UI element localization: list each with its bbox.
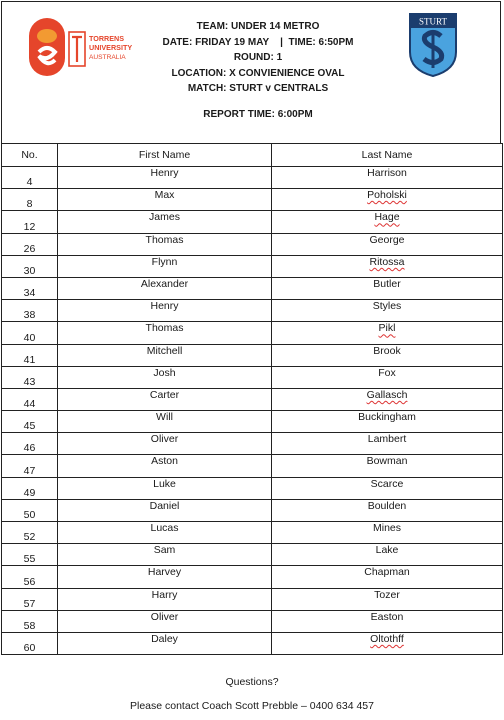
player-number [2,499,58,521]
team-roster-table [1,143,503,655]
player-number [2,411,58,433]
player-first-name-text: Lucas [150,522,179,534]
player-last-name-text: Harrison [367,167,407,179]
player-first-name-text: Thomas [145,322,184,335]
player-last-name [272,300,503,322]
table-row [2,388,503,410]
player-number-text: 30 [23,264,36,277]
player-last-name [272,388,503,410]
player-number [2,455,58,477]
player-number-text: 56 [23,575,36,588]
player-last-name-text: Ritossa [369,255,405,268]
player-number [2,300,58,322]
player-last-name [272,255,503,277]
player-last-name [272,632,503,654]
player-first-name [58,255,272,277]
table-row [2,632,503,654]
player-number [2,211,58,233]
table-row [2,366,503,388]
player-first-name [58,366,272,388]
player-number [2,433,58,455]
player-number-text: 38 [23,309,36,322]
player-last-name-text: George [369,233,405,246]
player-last-name-text: Hage [374,211,400,224]
player-last-name [272,366,503,388]
player-number [2,388,58,410]
player-number-text: 55 [23,553,36,566]
player-last-name-text: Gallasch [366,388,408,401]
table-row [2,499,503,521]
player-last-name-text: Pikl [378,322,396,335]
player-first-name-text: Henry [150,167,179,179]
sponsor-logo-line-2: UNIVERSITY [89,43,133,52]
player-first-name-text: Alexander [140,277,189,290]
player-last-name-text: Oltothff [370,632,404,645]
player-number [2,277,58,299]
table-row [2,322,503,344]
player-last-name-text: Boulden [367,499,407,512]
player-first-name-text: Daley [151,632,178,645]
player-first-name [58,588,272,610]
player-number [2,522,58,544]
player-number-text: 40 [23,331,36,344]
player-last-name [272,544,503,566]
player-first-name [58,522,272,544]
player-last-name [272,455,503,477]
player-last-name-text: Brook [373,344,401,357]
player-first-name [58,499,272,521]
player-number-text: 26 [23,242,36,255]
report-time: REPORT TIME: 6:00PM [203,109,313,120]
player-first-name-text: James [149,211,180,224]
sturt-club-logo [408,12,458,78]
player-first-name-text: Mitchell [146,344,183,357]
player-number-text: 8 [26,198,33,211]
table-row [2,233,503,255]
player-number [2,632,58,654]
player-last-name-text: Styles [372,300,402,313]
player-number [2,322,58,344]
player-first-name [58,477,272,499]
player-number [2,610,58,632]
table-row [2,566,503,588]
player-first-name [58,300,272,322]
player-last-name-text: Fox [378,366,396,379]
player-number [2,189,58,211]
player-first-name [58,433,272,455]
date-time-line: DATE: FRIDAY 19 MAY | TIME: 6:50PM [162,36,354,48]
table-row [2,411,503,433]
player-first-name-text: Oliver [150,433,179,446]
player-number [2,167,58,189]
player-number-text: 45 [23,420,36,433]
player-last-name-text: Poholski [367,189,407,202]
player-number-text: 12 [23,220,36,233]
player-number [2,588,58,610]
player-number-text: 34 [23,287,36,300]
team-line: TEAM: UNDER 14 METRO [196,21,320,32]
player-first-name-text: Aston [151,455,178,468]
table-row [2,455,503,477]
table-row [2,522,503,544]
table-row [2,344,503,366]
player-last-name [272,344,503,366]
player-first-name [58,189,272,211]
player-first-name-text: Carter [149,388,180,401]
table-body [2,167,503,655]
player-last-name [272,167,503,189]
player-number-text: 44 [23,398,36,411]
header-box [1,1,501,143]
player-number-text: 57 [23,597,36,610]
player-last-name-text: Scarce [370,477,404,490]
player-first-name-text: Will [156,411,173,424]
match-details [132,19,384,97]
torrens-university-logo [29,16,139,78]
location-line: LOCATION: X CONVIENIENCE OVAL [171,67,345,79]
player-first-name-text: Sam [153,544,176,557]
player-last-name [272,277,503,299]
table-row [2,277,503,299]
player-last-name-text: Buckingham [358,411,416,424]
player-number [2,544,58,566]
round-line: ROUND: 1 [233,52,283,63]
player-number-text: 50 [23,509,36,521]
player-first-name [58,455,272,477]
player-first-name [58,277,272,299]
player-number-text: 52 [23,531,36,544]
sturt-logo-text: STURT [419,16,447,27]
player-number [2,344,58,366]
table-row [2,588,503,610]
player-first-name-text: Thomas [145,233,184,246]
player-number-text: 43 [23,375,36,388]
player-first-name [58,167,272,189]
table-row [2,610,503,632]
player-last-name [272,411,503,433]
player-last-name [272,610,503,632]
player-last-name [272,211,503,233]
column-header-last-name: Last Name [272,144,503,167]
player-last-name-text: Bowman [366,455,408,468]
sponsor-logo-line-1: TORRENS [89,34,125,43]
footer-contact: Please contact Coach Scott Prebble – 0400 634 457 [129,700,374,712]
player-number-text: 49 [23,486,36,499]
table-row [2,300,503,322]
player-last-name-text: Chapman [364,566,410,579]
table-row [2,544,503,566]
player-first-name-text: Daniel [149,499,180,512]
match-line: MATCH: STURT v CENTRALS [187,83,329,94]
player-number-text: 47 [23,464,36,477]
player-first-name [58,211,272,233]
player-first-name-text: Henry [150,300,179,313]
player-first-name [58,544,272,566]
player-last-name-text: Lambert [367,433,407,446]
player-last-name-text: Mines [372,522,401,534]
table-row [2,211,503,233]
player-number-text: 41 [23,353,36,366]
player-last-name-text: Lake [375,544,399,557]
player-last-name [272,477,503,499]
player-first-name [58,632,272,654]
player-first-name [58,388,272,410]
player-last-name [272,588,503,610]
table-row [2,477,503,499]
player-first-name [58,411,272,433]
player-first-name-text: Luke [153,477,176,490]
player-first-name [58,344,272,366]
player-last-name-text: Tozer [374,588,400,601]
player-first-name-text: Max [154,189,175,202]
player-last-name [272,233,503,255]
table-row [2,255,503,277]
player-last-name [272,433,503,455]
player-last-name-text: Butler [373,277,401,290]
player-last-name [272,322,503,344]
table-row [2,167,503,189]
sponsor-logo-line-3: AUSTRALIA [89,54,126,61]
player-number [2,477,58,499]
player-number-text: 46 [23,442,36,455]
player-number-text: 58 [23,619,36,632]
column-header-no: No. [2,144,58,167]
player-last-name [272,499,503,521]
player-number-text: 60 [23,642,36,655]
player-first-name [58,233,272,255]
player-number [2,366,58,388]
player-number [2,233,58,255]
player-last-name [272,189,503,211]
player-first-name [58,610,272,632]
player-first-name-text: Josh [153,366,176,379]
player-last-name [272,522,503,544]
player-first-name [58,566,272,588]
player-first-name-text: Harry [151,588,178,601]
player-last-name [272,566,503,588]
player-number [2,255,58,277]
table-row [2,189,503,211]
player-number [2,566,58,588]
player-first-name-text: Harvey [147,566,182,579]
player-first-name-text: Oliver [150,610,179,623]
table-header-row [2,144,503,167]
player-first-name-text: Flynn [151,255,178,268]
footer-question: Questions? [225,676,279,688]
player-first-name [58,322,272,344]
player-number-text: 4 [26,176,33,189]
table-row [2,433,503,455]
column-header-first-name: First Name [58,144,272,167]
player-last-name-text: Easton [370,610,404,623]
